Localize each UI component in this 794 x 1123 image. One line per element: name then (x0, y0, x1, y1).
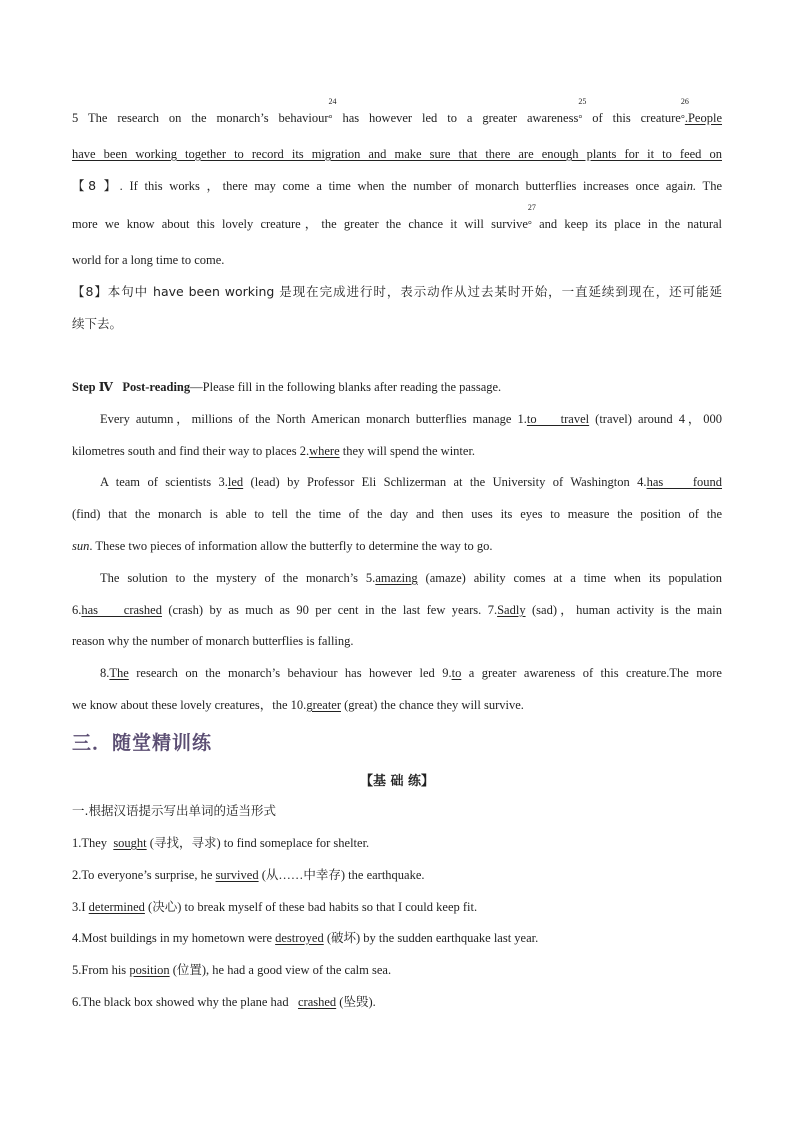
para5-line-5: world for a long time to come. (72, 253, 225, 267)
answer-7: Sadly (497, 603, 526, 617)
step4-p2-line-1: A team of scientists 3.led (lead) by Professor Eli Schlizerman at the University of Washington 4.has found (100, 475, 723, 489)
answer-9: to (451, 666, 462, 680)
step4-p4-line-2: we know about these lovely creatures，the 10.greater (great) the chance they will survive. (72, 698, 524, 712)
step4-p3-line-3: reason why the number of monarch butterflies is falling. (72, 634, 354, 648)
exercise-answer: sought (113, 836, 147, 850)
exercise-hint: (坠毁). (336, 995, 376, 1009)
exercise-prompt: 3.I (72, 900, 89, 914)
step-name: Post-reading (122, 380, 191, 394)
exercise-prompt: 2.To everyone’s surprise, he (72, 868, 216, 882)
answer-5: amazing (375, 571, 418, 585)
answer-8: The (109, 666, 129, 680)
step4-p3-line-2: 6.has crashed (crash) by as much as 90 per cent in the last few years. 7.Sadly (sad)，human activity is the main (72, 603, 722, 617)
answer-4: has found (646, 475, 723, 489)
step4-p2-line-2: (find) that the monarch is able to tell the time of the day and then uses its eyes to measure the position of the (72, 507, 722, 521)
exercise-item (72, 867, 722, 883)
step4-p2-line-3: sun. These two pieces of information allow the butterfly to determine the way to go. (72, 539, 493, 553)
para5-line-1: 5 The research on the monarch’s behaviour 24 ° has however led to a greater awareness 25 ° of this creature 26 °.People (72, 110, 722, 128)
exercise-prompt: 4.Most buildings in my hometown were (72, 931, 276, 945)
step4-p4-line-1: 8.The research on the monarch’s behaviour has however led 9.to a greater awareness of this creature.The more (100, 666, 722, 680)
exercise-prompt: 5.From his (72, 963, 130, 977)
answer-6: has crashed (81, 603, 162, 617)
exercise-item (72, 835, 722, 851)
annotation-mark-8: 【8 】 (72, 178, 120, 193)
exercise-answer: destroyed (275, 931, 324, 945)
part1-heading: 一.根据汉语提示写出单词的适当形式 (72, 803, 276, 818)
para5-line-4: more we know about this lovely creature，the greater the chance it will survive 27 ° and keep its place in the natural (72, 216, 722, 234)
section-title: 三．随堂精训练 (72, 732, 213, 754)
exercise-answer: position (129, 963, 170, 977)
exercise-hint: (从……中幸存) the earthquake. (258, 868, 425, 882)
step-label: Step Ⅳ (72, 380, 113, 394)
step4-p3-line-1: The solution to the mystery of the monarch’s 5.amazing (amaze) ability comes at a time when its population (100, 571, 722, 585)
para5-line-2: have been working together to record its migration and make sure that there are enough plants for it to feed on (72, 147, 722, 161)
para5-line-3: 【8 】. If this works ，there may come a time when the number of monarch butterflies increases once again. The (72, 178, 722, 193)
exercise-prompt: 6.The black box showed why the plane had (72, 995, 298, 1009)
footnote-27: 27 ° (527, 203, 536, 231)
answer-3: led (227, 475, 244, 489)
answer-10: greater (306, 698, 342, 712)
exercise-item (72, 899, 722, 915)
note-8-line-2: 续下去。 (72, 316, 123, 331)
footnote-26: 26 ° (680, 97, 689, 125)
exercise-item (72, 930, 722, 946)
note-8-line-1: 【8】本句中 have been working 是现在完成进行时，表示动作从过去某时开始，一直延续到现在，还可能延 (72, 284, 722, 299)
step4-heading (72, 379, 722, 395)
answer-2: where (309, 444, 340, 458)
exercise-hint: (寻找，寻求) to find someplace for shelter. (146, 836, 370, 850)
exercise-item (72, 994, 722, 1010)
exercise-hint: (决心) to break myself of these bad habits so that I could keep fit. (144, 900, 478, 914)
exercise-answer: determined (88, 900, 145, 914)
exercise-hint: (破坏) by the sudden earthquake last year. (323, 931, 539, 945)
answer-1: to travel (526, 412, 590, 426)
step4-p1-line-2: kilometres south and find their way to places 2.where they will spend the winter. (72, 444, 476, 458)
exercise-hint: (位置), he had a good view of the calm sea. (169, 963, 392, 977)
exercise-answer: crashed (297, 995, 337, 1009)
exercise-item (72, 962, 722, 978)
footnote-25: 25 ° (578, 97, 587, 125)
footnote-24: 24 ° (328, 97, 337, 125)
exercise-prompt: 1.They (72, 836, 114, 850)
exercise-answer: survived (215, 868, 259, 882)
step4-p1-line-1: Every autumn，millions of the North American monarch butterflies manage 1.to travel (travel) around 4，000 (100, 412, 722, 426)
step-instruction: —Please fill in the following blanks after reading the passage. (190, 380, 502, 394)
section-subtitle: 【基 础 练】 (359, 774, 435, 789)
